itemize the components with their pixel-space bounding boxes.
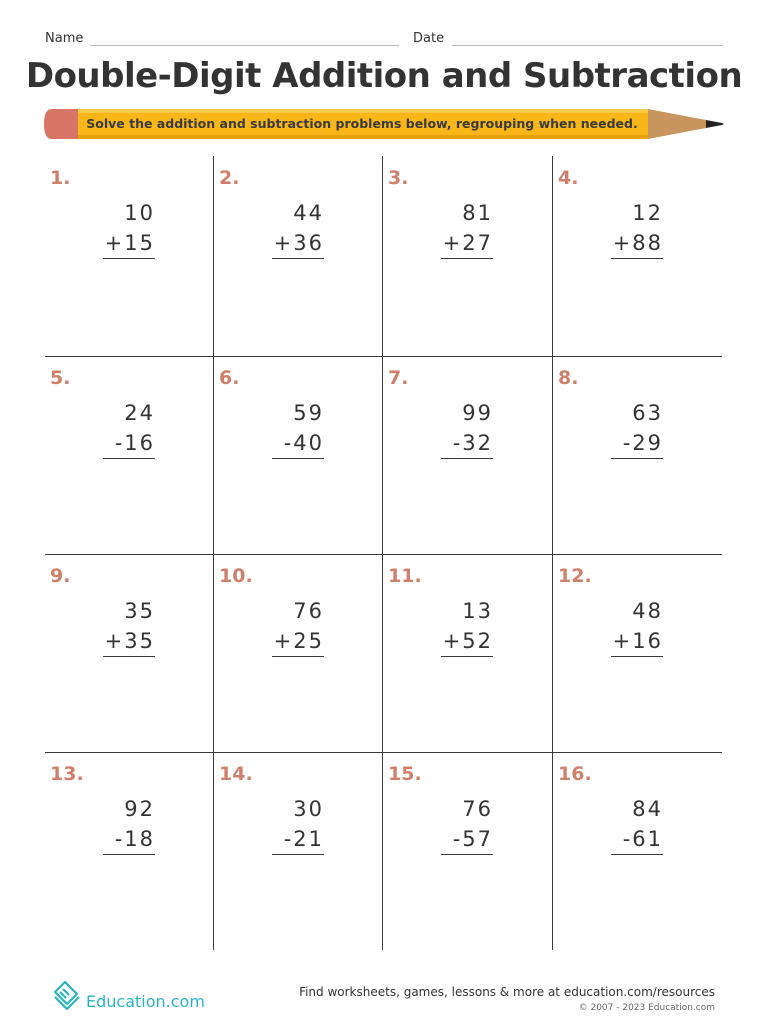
bottom-operand: -61 <box>611 824 663 855</box>
bottom-operand: +36 <box>272 228 324 259</box>
problem-cell[interactable] <box>553 752 722 950</box>
problem-equation <box>441 596 493 657</box>
problem-number: 11. <box>388 565 422 587</box>
problem-number: 7. <box>388 367 409 389</box>
problem-cell[interactable] <box>383 356 552 554</box>
footer-copyright: © 2007 - 2023 Education.com <box>578 1003 715 1013</box>
top-operand: 13 <box>462 599 493 623</box>
problem-cell[interactable] <box>383 156 552 354</box>
problem-number: 10. <box>219 565 253 587</box>
problem-equation <box>441 794 493 855</box>
top-operand: 59 <box>293 401 324 425</box>
top-operand: 24 <box>124 401 155 425</box>
problem-equation <box>272 398 324 459</box>
problem-cell[interactable] <box>383 752 552 950</box>
problem-equation <box>441 198 493 259</box>
bottom-operand: +27 <box>441 228 493 259</box>
problem-grid <box>45 156 722 950</box>
bottom-operand: -16 <box>103 428 155 459</box>
bottom-operand: -18 <box>103 824 155 855</box>
problem-cell[interactable] <box>553 554 722 752</box>
top-operand: 30 <box>293 797 324 821</box>
top-operand: 48 <box>632 599 663 623</box>
problem-number: 13. <box>50 763 84 785</box>
problem-equation <box>611 198 663 259</box>
bottom-operand: +52 <box>441 626 493 657</box>
problem-number: 3. <box>388 167 409 189</box>
bottom-operand: -40 <box>272 428 324 459</box>
bottom-operand: -21 <box>272 824 324 855</box>
problem-number: 15. <box>388 763 422 785</box>
date-field[interactable] <box>452 45 722 46</box>
problem-equation <box>103 794 155 855</box>
problem-number: 12. <box>558 565 592 587</box>
bottom-operand: +88 <box>611 228 663 259</box>
problem-cell[interactable] <box>214 752 383 950</box>
top-operand: 63 <box>632 401 663 425</box>
top-operand: 76 <box>462 797 493 821</box>
problem-number: 16. <box>558 763 592 785</box>
pencil-banner <box>44 106 726 142</box>
problem-equation <box>272 596 324 657</box>
problem-cell[interactable] <box>45 752 214 950</box>
problem-cell[interactable] <box>383 554 552 752</box>
bottom-operand: +25 <box>272 626 324 657</box>
problem-cell[interactable] <box>214 554 383 752</box>
bottom-operand: -57 <box>441 824 493 855</box>
problem-equation <box>611 398 663 459</box>
instructions-text: Solve the addition and subtraction problems below, regrouping when needed. <box>86 116 638 131</box>
problem-equation <box>611 794 663 855</box>
problem-equation <box>272 794 324 855</box>
problem-number: 1. <box>50 167 71 189</box>
top-operand: 81 <box>462 201 493 225</box>
name-field[interactable] <box>90 45 399 46</box>
top-operand: 92 <box>124 797 155 821</box>
top-operand: 44 <box>293 201 324 225</box>
top-operand: 99 <box>462 401 493 425</box>
bottom-operand: +15 <box>103 228 155 259</box>
education-logo[interactable] <box>51 980 211 1014</box>
problem-cell[interactable] <box>214 356 383 554</box>
problem-number: 2. <box>219 167 240 189</box>
problem-equation <box>103 596 155 657</box>
problem-number: 8. <box>558 367 579 389</box>
problem-cell[interactable] <box>553 356 722 554</box>
problem-equation <box>441 398 493 459</box>
top-operand: 10 <box>124 201 155 225</box>
top-operand: 84 <box>632 797 663 821</box>
bottom-operand: +35 <box>103 626 155 657</box>
education-logo-icon <box>51 980 83 1012</box>
problem-equation <box>103 198 155 259</box>
brand-name: Education.com <box>86 992 205 1011</box>
problem-cell[interactable] <box>45 356 214 554</box>
problem-number: 4. <box>558 167 579 189</box>
footer-tagline[interactable]: Find worksheets, games, lessons & more at education.com/resources <box>299 985 715 999</box>
problem-number: 14. <box>219 763 253 785</box>
bottom-operand: -29 <box>611 428 663 459</box>
problem-equation <box>272 198 324 259</box>
name-date-row <box>45 31 722 49</box>
problem-equation <box>103 398 155 459</box>
problem-cell[interactable] <box>45 554 214 752</box>
top-operand: 35 <box>124 599 155 623</box>
bottom-operand: -32 <box>441 428 493 459</box>
page-title: Double-Digit Addition and Subtraction <box>25 56 743 96</box>
problem-cell[interactable] <box>214 156 383 354</box>
date-label: Date <box>413 31 445 46</box>
problem-number: 6. <box>219 367 240 389</box>
problem-number: 9. <box>50 565 71 587</box>
bottom-operand: +16 <box>611 626 663 657</box>
top-operand: 76 <box>293 599 324 623</box>
problem-number: 5. <box>50 367 71 389</box>
problem-equation <box>611 596 663 657</box>
top-operand: 12 <box>632 201 663 225</box>
problem-cell[interactable] <box>45 156 214 354</box>
name-label: Name <box>45 31 84 46</box>
problem-cell[interactable] <box>553 156 722 354</box>
